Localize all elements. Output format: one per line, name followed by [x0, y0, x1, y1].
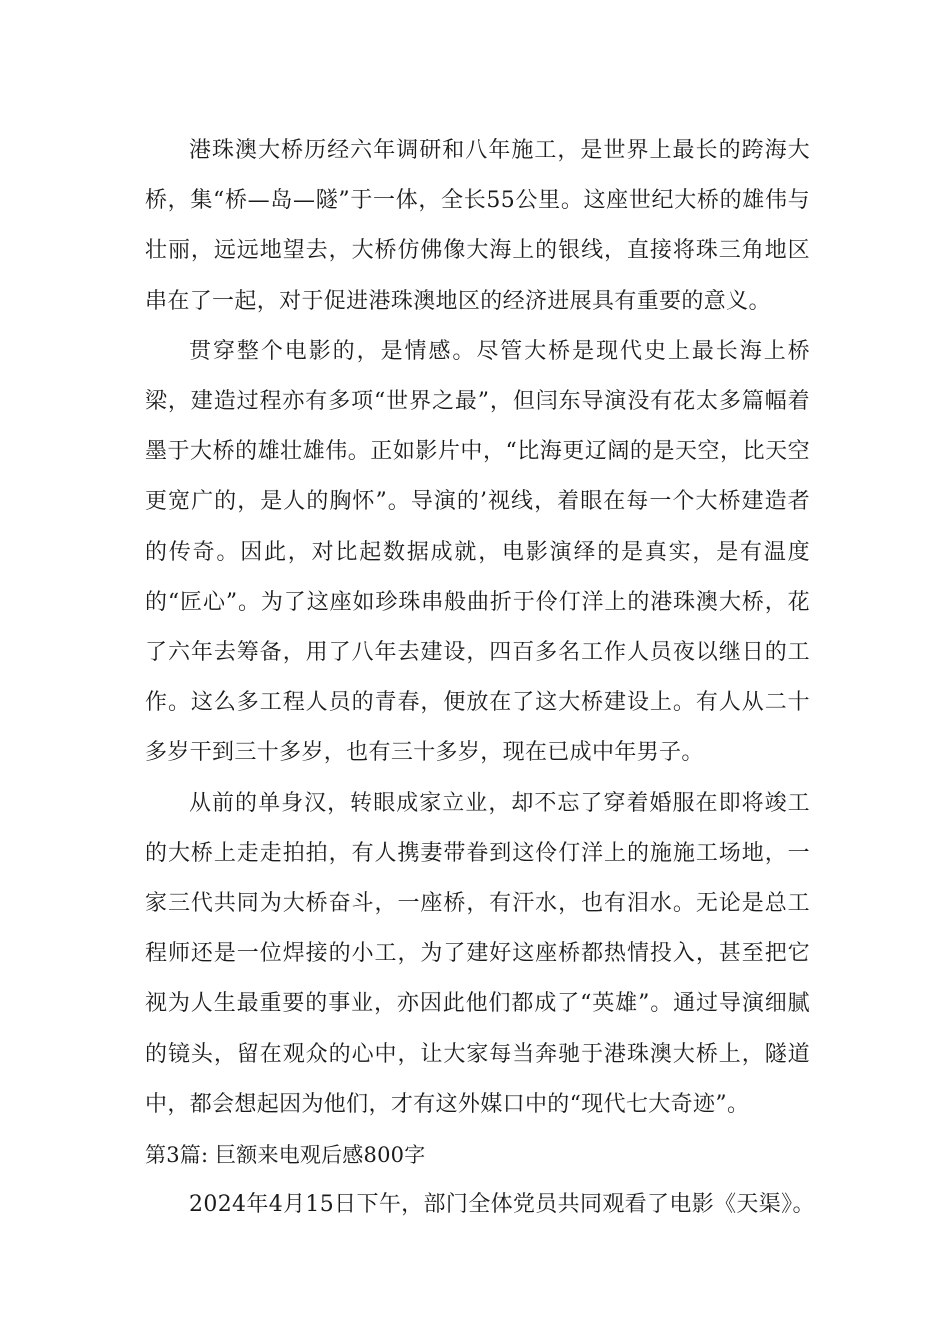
paragraph-film-viewing: 2024年4月15日下午，部门全体党员共同观看了电影《天渠》。 [189, 1192, 815, 1218]
paragraph-bridge-intro: 港珠澳大桥历经六年调研和八年施工，是世界上最长的跨海大桥，集“桥—岛—隧”于一体，全长55公里。这座世纪大桥的雄伟与壮丽，远远地望去，大桥仿佛像大海上的银线，直接将珠三角地区串在了一起，对于促进港珠澳地区的经济进展具有重要的意义。 [145, 138, 810, 314]
paragraph-film-emotion: 贯穿整个电影的，是情感。尽管大桥是现代史上最长海上桥梁，建造过程亦有多项“世界之最”，但闫东导演没有花太多篇幅着墨于大桥的雄壮雄伟。正如影片中，“比海更辽阔的是天空，比天空更宽广的，是人的胸怀”。导演的’视线，着眼在每一个大桥建造者的传奇。因此，对比起数据成就，电影演绎的是真实，是有温度的“匠心”。为了这座如珍珠串般曲折于伶仃洋上的港珠澳大桥，花了六年去筹备，用了八年去建设，四百多名工作人员夜以继日的工作。这么多工程人员的青春，便放在了这大桥建设上。有人从二十多岁干到三十多岁，也有三十多岁，现在已成中年男子。 [145, 338, 810, 766]
paragraph-builders-story: 从前的单身汉，转眼成家立业，却不忘了穿着婚服在即将竣工的大桥上走走拍拍，有人携妻带眷到这伶仃洋上的施施工场地，一家三代共同为大桥奋斗，一座桥，有汗水，也有泪水。无论是总工程师还是一位焊接的小工，为了建好这座桥都热情投入，甚至把它视为人生最重要的事业，亦因此他们都成了“英雄”。通过导演细腻的镜头，留在观众的心中，让大家每当奔驰于港珠澳大桥上，隧道中，都会想起因为他们，才有这外媒口中的“现代七大奇迹”。 [145, 790, 810, 1117]
section-heading: 第3篇: 巨额来电观后感800字 [145, 1143, 426, 1168]
document-body [145, 126, 815, 1230]
